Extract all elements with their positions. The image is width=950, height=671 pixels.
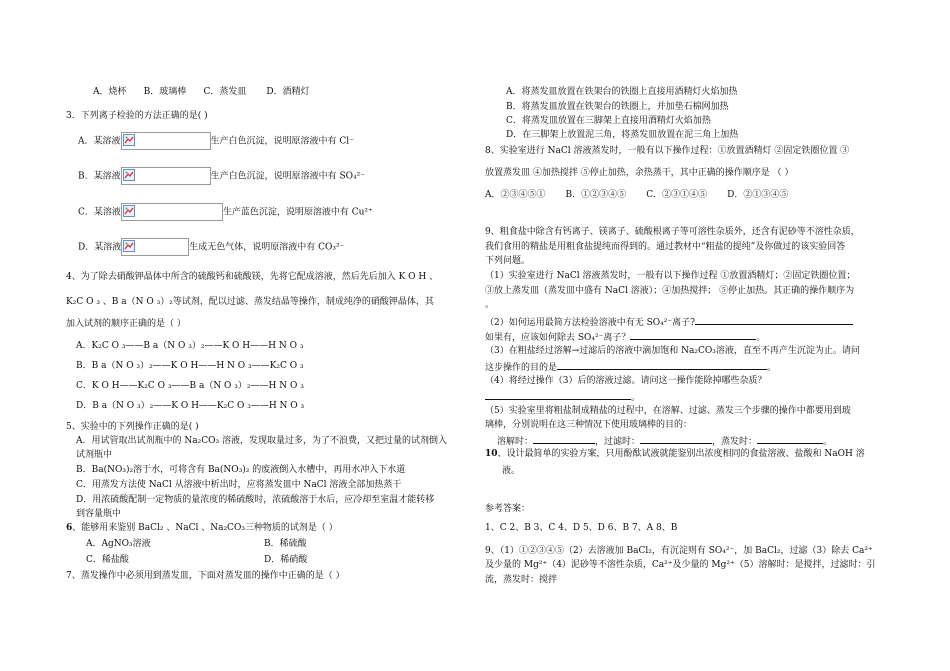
- q8-option-b: B．①②③④⑤: [565, 190, 627, 200]
- q3-option-b: [78, 167, 365, 185]
- q9-part4-line2: [485, 390, 640, 404]
- broken-image-icon: [121, 132, 211, 150]
- q9-line1: 9、粗食盐中除含有钙离子、镁离子、硫酸根离子等可溶性杂质外，还含有泥砂等不溶性杂质，: [485, 227, 860, 237]
- q7-option-a: A．将蒸发皿放置在铁架台的铁圈上直接用酒精灯火焰加热: [506, 87, 738, 97]
- q9-part3-period: 。: [767, 363, 777, 373]
- answers-line1: 1、C 2、B 3、C 4、D 5、D 6、B 7、A 8、B: [485, 523, 678, 533]
- answer-blank[interactable]: [695, 315, 853, 325]
- answers-line3: 及少量的 Mg²⁺（4）泥砂等不溶性杂质，Ca²⁺及少量的 Mg²⁺（5）溶解时：是搅拌，过滤时：引: [485, 560, 876, 570]
- q9-part2-question: （2）如何运用最简方法检验溶液中有无 SO₄²⁻离子?: [485, 318, 695, 328]
- q5-option-c: C．用蒸发方法使 NaCl 从溶液中析出时，应将蒸发皿中 NaCl 溶液全部加热蒸干: [76, 480, 402, 490]
- answer-blank[interactable]: [485, 390, 631, 400]
- q9-line2: 我们食用的精盐是用粗食盐提纯而得到的。通过教材中“粗盐的提纯”及你做过的该实验回答: [485, 242, 846, 252]
- q3-d-prefix: D．某溶液: [78, 242, 122, 253]
- q9-part1-line3: 。: [485, 300, 495, 310]
- broken-image-icon: [121, 167, 211, 185]
- broken-image-icon: [121, 238, 189, 256]
- q6-number: 6: [66, 523, 73, 533]
- q8-options: [485, 189, 788, 201]
- q9-part1-line1: （1）实验室进行 NaCl 溶液蒸发时，一般有以下操作过程 ①放置酒精灯；②固定铁圈位置；: [485, 271, 856, 281]
- q7-stem: 7、蒸发操作中必须用到蒸发皿，下面对蒸发皿的操作中正确的是（ ）: [66, 571, 345, 581]
- q3-d-text: 生成无色气体，说明原溶液中有 CO₃²⁻: [189, 242, 345, 253]
- q3-a-text: 生产白色沉淀，说明原溶液中有 Cl⁻: [210, 136, 354, 147]
- q5-option-b: B．Ba(NO₃)₂溶于水，可将含有 Ba(NO₃)₂ 的废液倒入水槽中，再用水冲入下水道: [76, 465, 406, 475]
- q4-option-a: A．K₂C O ₃——B a（N O ₃）₂——K O H——H N O ₃: [76, 341, 304, 351]
- answers-line2: 9、（1）①②③④⑤（2）去溶液加 BaCl₂，有沉淀则有 SO₄²⁻，加 BaCl₂，过滤（3）除去 Ca²⁺: [485, 546, 873, 556]
- q9-part2-line2: [485, 330, 765, 344]
- q3-b-text: 生产白色沉淀，说明原溶液中有 SO₄²⁻: [210, 171, 365, 182]
- q2-option-c: C．蒸发皿: [203, 87, 247, 97]
- broken-image-icon: [121, 203, 223, 221]
- q3-stem: 3．下列离子检验的方法正确的是( ): [66, 111, 208, 121]
- q8-option-d: D．②①③④⑤: [727, 190, 789, 200]
- q2-option-a: A．烧杯: [93, 87, 127, 97]
- q9-dissolve-label: 溶解时：: [497, 437, 534, 447]
- q9-part1-line2: ③放上蒸发皿（蒸发皿中盛有 NaCl 溶液）；④加热搅拌； ⑤停止加热。其正确的操作顺序为: [485, 286, 855, 296]
- q9-part4-period: 。: [631, 393, 641, 403]
- q7-option-b: B．将蒸发皿放置在铁架台的铁圈上，并加垫石棉网加热: [506, 102, 729, 112]
- q7-option-c: C．将蒸发皿放置在三脚架上直接用酒精灯火焰加热: [506, 116, 711, 126]
- q6-option-d: D．稀硝酸: [264, 555, 308, 565]
- answer-blank[interactable]: [630, 330, 756, 340]
- q5-stem: 5、实验中的下列操作正确的是( ): [66, 422, 199, 432]
- q3-c-prefix: C．某溶液: [78, 207, 121, 218]
- answer-blank[interactable]: [640, 434, 712, 444]
- q3-option-a: [78, 132, 354, 150]
- q5-option-d-line2: 到容量瓶中: [76, 509, 122, 519]
- answer-blank[interactable]: [557, 360, 767, 370]
- q8-line1: 8、实验室进行 NaCl 溶液蒸发时，一般有以下操作过程：①放置酒精灯 ②固定铁圈位置 ③: [485, 146, 850, 156]
- q10-line1: [485, 448, 865, 460]
- q9-part4-line1: （4）将经过操作（3）后的溶液过滤。请问这一操作能除掉哪些杂质？: [485, 376, 767, 386]
- q9-line3: 下列问题。: [485, 256, 531, 266]
- q4-option-d: D．B a（N O ₃）₂——K O H——K₂C O ₃——H N O ₃: [76, 401, 305, 411]
- answers-line4: 流，蒸发时：搅拌: [485, 575, 558, 585]
- q5-option-a-line2: 试剂瓶中: [76, 450, 113, 460]
- q3-b-prefix: B．某溶液: [78, 171, 121, 182]
- answer-blank[interactable]: [757, 434, 823, 444]
- q4-option-c: C．K O H——K₂C O ₃——B a（N O ₃）₂——H N O ₃: [76, 381, 304, 391]
- q8-option-a: A．②③④⑤①: [485, 190, 546, 200]
- q2-option-d: D．酒精灯: [266, 87, 310, 97]
- q9-part5-period: 。: [823, 437, 833, 447]
- answer-blank[interactable]: [533, 434, 595, 444]
- q9-part5-line1: （5）实验室里将粗盐制成精盐的过程中，在溶解、过滤、蒸发三个步骤的操作中都要用到玻: [485, 406, 851, 416]
- q9-evaporate-label: ，蒸发时：: [712, 437, 758, 447]
- q10-line2: 液。: [502, 466, 521, 476]
- q5-option-d-line1: D．用浓硫酸配制一定物质的量浓度的稀硫酸时，浓硫酸溶于水后，应冷却至室温才能转移: [76, 495, 435, 505]
- q5-option-a-line1: A．用试管取出试剂瓶中的 Na₂CO₃ 溶液，发现取量过多，为了不浪费，又把过量的试剂倒入: [76, 436, 447, 446]
- answers-title: 参考答案：: [485, 504, 531, 514]
- q3-c-text: 生产蓝色沉淀，说明原溶液中有 Cu²⁺: [222, 207, 373, 218]
- q8-line2: 放置蒸发皿 ④加热搅拌 ⑤停止加热，余热蒸干，其中正确的操作顺序是 （ ）: [485, 168, 794, 178]
- q2-option-b: B．玻璃棒: [143, 87, 187, 97]
- q9-part2-line1: [485, 315, 853, 329]
- q6-option-b: B．稀硫酸: [264, 539, 307, 549]
- q6-option-a: A．AgNO₃溶液: [86, 539, 151, 549]
- q9-part3-purpose: 这步操作的目的是: [485, 363, 558, 373]
- q4-line1: 4、为了除去硝酸钾晶体中所含的硫酸钙和硫酸镁，先将它配成溶液，然后先后加入 K O H 、: [66, 272, 439, 282]
- q8-option-c: C．②③①④⑤: [646, 190, 708, 200]
- q9-part5-line2: 璃棒，分别说明在这三种情况下使用玻璃棒的目的：: [485, 420, 693, 430]
- q3-a-prefix: A．某溶液: [78, 136, 121, 147]
- q3-option-d: [78, 238, 344, 256]
- q3-option-c: [78, 203, 373, 221]
- q4-line3: 加入试剂的顺序正确的是（ ）: [66, 319, 186, 329]
- q7-option-d: D．在三脚架上放置泥三角，将蒸发皿放置在泥三角上加热: [506, 130, 739, 140]
- q6-option-c: C．稀盐酸: [86, 555, 129, 565]
- q9-filter-label: ，过滤时：: [595, 437, 641, 447]
- q6-stem: [66, 522, 338, 534]
- q2-options: [93, 86, 310, 98]
- q9-part5-line3: [497, 434, 832, 448]
- q9-part2-followup: 如果有，应该如何除去 SO₄²⁻离子？: [485, 333, 631, 343]
- q6-stem-text: 、能够用来鉴别 BaCl₂ 、NaCl 、Na₂CO₃三种物质的试剂是（ ）: [72, 523, 338, 533]
- q9-part3-line2: [485, 360, 776, 374]
- q4-option-b: B．B a（N O ₃）₂——K O H——H N O ₃——K₂C O ₃: [76, 361, 304, 371]
- q10-number: 10: [485, 449, 498, 459]
- q9-part2-period: 。: [756, 333, 766, 343]
- q9-part3-line1: （3）在粗盐经过溶解→过滤后的溶液中滴加饱和 Na₂CO₃溶液，直至不再产生沉淀为止。请问: [485, 346, 860, 356]
- q4-line2: K₂C O ₃ 、B a（N O ₃）₂等试剂，配以过滤、蒸发结晶等操作，制成纯净的硝酸钾晶体，其: [66, 297, 434, 307]
- q10-text: 、设计最简单的实验方案，只用酚酞试液就能鉴别出浓度相同的食盐溶液、盐酸和 NaOH 溶: [497, 449, 865, 459]
